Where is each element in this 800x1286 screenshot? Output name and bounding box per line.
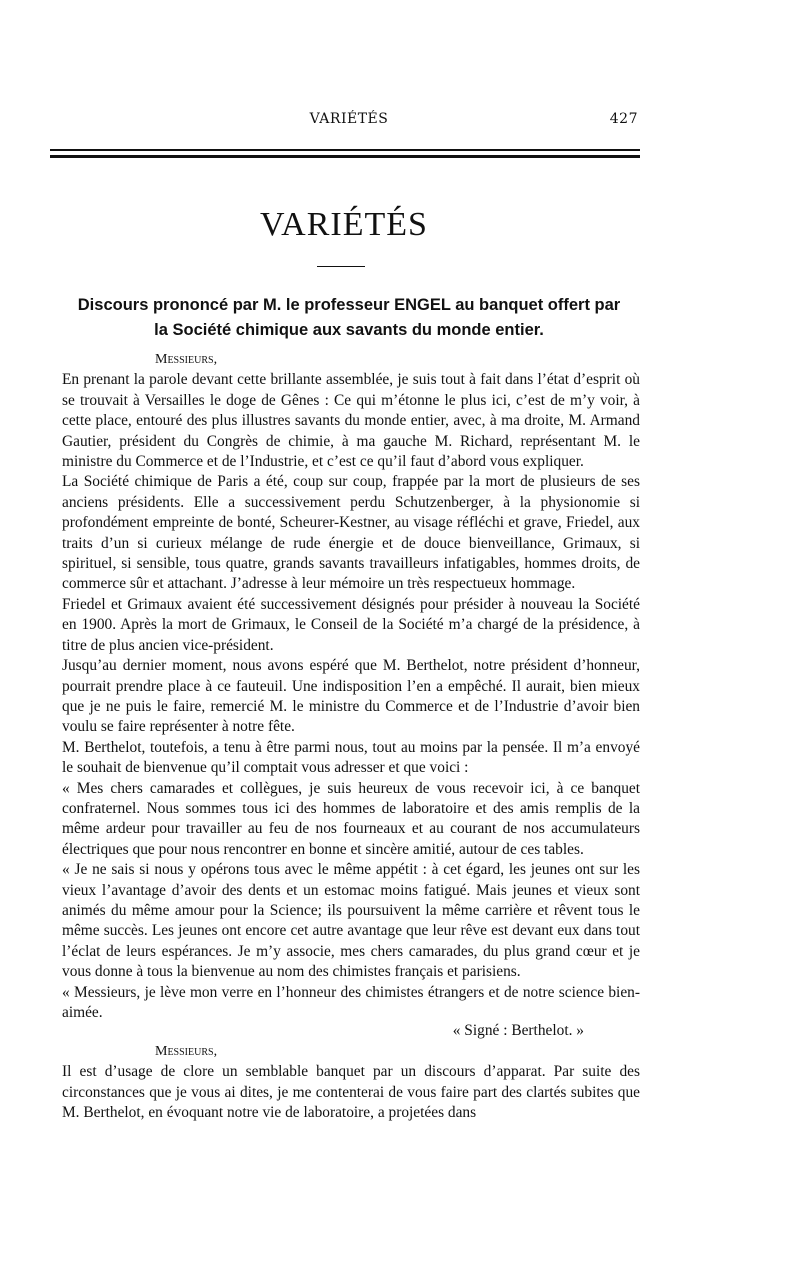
quoted-paragraph: « Mes chers camarades et collègues, je suis heureux de vous recevoir ici, à ce banquet confraternel. Nous sommes tous ici des hommes de laboratoire et des amis remplis de la même ardeur pour travailler au feu de nos fourneaux et au courant de nos accumulateurs électriques que pour nous rencontrer en bonne et sincère amitié, autour de ces tables. — [62, 779, 640, 858]
paragraph: Jusqu’au dernier moment, nous avons espéré que M. Berthelot, notre président d’honneur, pourrait prendre place à ce fauteuil. Une indisposition l’en a empêché. Il aurait, bien mieux que je ne puis le faire, remercié M. le ministre du Commerce et de l’Industrie d’avoir bien voulu se faire représenter à notre fête. — [62, 657, 640, 736]
heading-line-1: Discours prononcé par M. le professeur ENGEL au banquet offert par — [77, 296, 621, 314]
article-heading — [60, 293, 638, 343]
page-number: 427 — [609, 111, 638, 127]
paragraph: Friedel et Grimaux avaient été successivement désignés pour présider à nouveau la Société en 1900. Après la mort de Grimaux, le Conseil de la Société m’a chargé de la présidence, à titre de plus ancien vice-président. — [62, 595, 640, 654]
salutation: Messieurs, — [155, 1043, 218, 1059]
paragraph: En prenant la parole devant cette brillante assemblée, je suis tout à fait dans l’état d’esprit où se trouvait à Versailles le doge de Gênes : Ce qui m’étonne le plus ici, c’est de m’y voir, à cette place, entouré des plus illustres savants du monde entier, avec, à ma droite, M. Armand Gautier, président du Congrès de chimie, à ma gauche M. Richard, représentant M. le ministre du Commerce et de l’Industrie, et c’est ce qu’il faut d’abord vous expliquer. — [62, 371, 640, 471]
title-divider — [317, 266, 365, 267]
section-title: VARIÉTÉS — [260, 206, 428, 243]
header-rule-thin — [50, 149, 640, 151]
salutation: Messieurs, — [155, 352, 218, 367]
paragraph: M. Berthelot, toutefois, a tenu à être parmi nous, tout au moins par la pensée. Il m’a envoyé le souhait de bienvenue qu’il comptait vous adresser et que voici : — [62, 738, 640, 777]
paragraph: Il est d’usage de clore un semblable banquet par un discours d’apparat. Par suite des circonstances que je vous ai dites, je me contenterai de vous faire part des clartés subites que M. Berthelot, en évoquant notre vie de laboratoire, a projetées dans — [62, 1063, 640, 1122]
article-body — [62, 350, 640, 1123]
signature: « Signé : Berthelot. » — [452, 1022, 584, 1040]
quoted-paragraph: « Messieurs, je lève mon verre en l’honneur des chimistes étrangers et de notre science bien-aimée. — [62, 983, 640, 1021]
quoted-paragraph: « Je ne sais si nous y opérons tous avec le même appétit : à cet égard, les jeunes ont sur les vieux l’avantage d’avoir des dents et un estomac moins fatigué. Mais jeunes et vieux sont animés du même amour pour la Science; ils poursuivent la même carrière et rêvent tous le même succès. Les jeunes ont encore cet autre avantage que leur rêve est devant eux dans tout l’éclat de leurs espérances. Je m’y associe, mes chers camarades, du plus grand cœur et je vous donne à tous la bienvenue au nom des chimistes français et parisiens. — [62, 861, 640, 981]
paragraph: La Société chimique de Paris a été, coup sur coup, frappée par la mort de plusieurs de ses anciens présidents. Elle a successivement perdu Schutzenberger, à la physionomie si profondément empreinte de bonté, Scheurer-Kestner, au visage réfléchi et grave, Friedel, aux traits d’un si curieux mélange de rude énergie et de douce bienveillance, Grimaux, si spirituel, si sensible, tous quatre, grands savants travailleurs infatigables, hommes droits, de commerce sûr et attachant. J’adresse à leur mémoire un très respectueux hommage. — [62, 473, 640, 593]
header-rule-thick — [50, 155, 640, 158]
heading-line-2: la Société chimique aux savants du monde entier. — [154, 321, 544, 339]
running-title: VARIÉTÉS — [309, 111, 389, 127]
running-head — [60, 111, 638, 133]
